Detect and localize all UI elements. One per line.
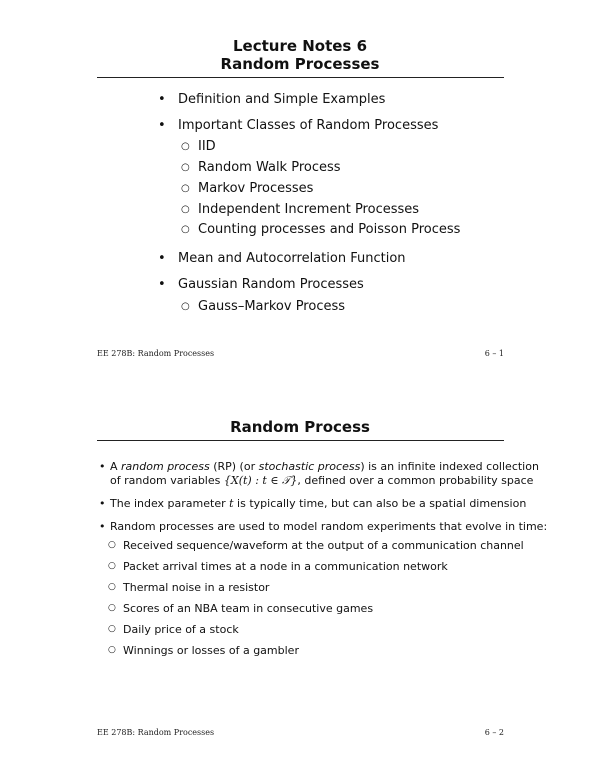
slide-title: Random Process	[230, 418, 370, 436]
bullet-icon: •	[99, 497, 106, 510]
circle-bullet-icon: ○	[108, 624, 116, 634]
title-rule	[97, 440, 504, 441]
math-expression: {X(t) : t ∈ 𝒯}	[223, 474, 298, 487]
page-number: 6 – 2	[484, 728, 504, 737]
circle-bullet-icon: ○	[108, 540, 116, 550]
title-rule	[97, 77, 504, 78]
bullet-icon: •	[158, 92, 166, 107]
slide-footer	[97, 728, 504, 737]
slide-footer	[97, 349, 504, 358]
slide-title: Random Processes	[220, 55, 380, 73]
circle-bullet-icon: ○	[181, 301, 190, 312]
bullet-icon: •	[158, 277, 166, 292]
bullet-icon: •	[158, 118, 166, 133]
circle-bullet-icon: ○	[108, 582, 116, 592]
slide-6-1: Lecture Notes 6 Random Processes • Definition and Simple Examples • Important Classes of Random Processes ○ IID ○ Random Walk Process ○ Markov Processes ○ Independent Increment Processes ○ Counting processes and Poisson Process • Mean and Autocorrelation Function • Gaussian Random Processes ○ Gauss–Markov Process EE 278B: Random Processes 6 – 1	[0, 0, 600, 388]
circle-bullet-icon: ○	[181, 162, 190, 173]
slide-6-2: Random Process • A random process (RP) (or stochastic process) is an infinite indexed collection of random variables {X(t) : t ∈ 𝒯}, defined over a common probability space • The index parameter t is typically time, but can also be a spatial dimension • Random processes are used to model random experiments that evolve in time: ○ Received sequence/waveform at the output of a communication channel ○ Packet arrival times at a node in a communication network ○ Thermal noise in a resistor ○ Scores of an NBA team in consecutive games ○ Daily price of a stock ○ Winnings or losses of a gambler EE 278B: Random Processes 6 – 2	[0, 388, 600, 776]
page-number: 6 – 1	[484, 349, 504, 358]
footer-course: EE 278B: Random Processes	[97, 728, 215, 737]
bullet-icon: •	[99, 520, 106, 533]
circle-bullet-icon: ○	[108, 561, 116, 571]
bullet-icon: •	[158, 251, 166, 266]
bullet-icon: •	[99, 460, 106, 473]
lecture-title: Lecture Notes 6	[232, 37, 368, 55]
circle-bullet-icon: ○	[108, 645, 116, 655]
circle-bullet-icon: ○	[108, 603, 116, 613]
math-variable: t	[229, 497, 234, 510]
circle-bullet-icon: ○	[181, 141, 190, 152]
circle-bullet-icon: ○	[181, 224, 190, 235]
circle-bullet-icon: ○	[181, 204, 190, 215]
footer-course: EE 278B: Random Processes	[97, 349, 215, 358]
circle-bullet-icon: ○	[181, 183, 190, 194]
